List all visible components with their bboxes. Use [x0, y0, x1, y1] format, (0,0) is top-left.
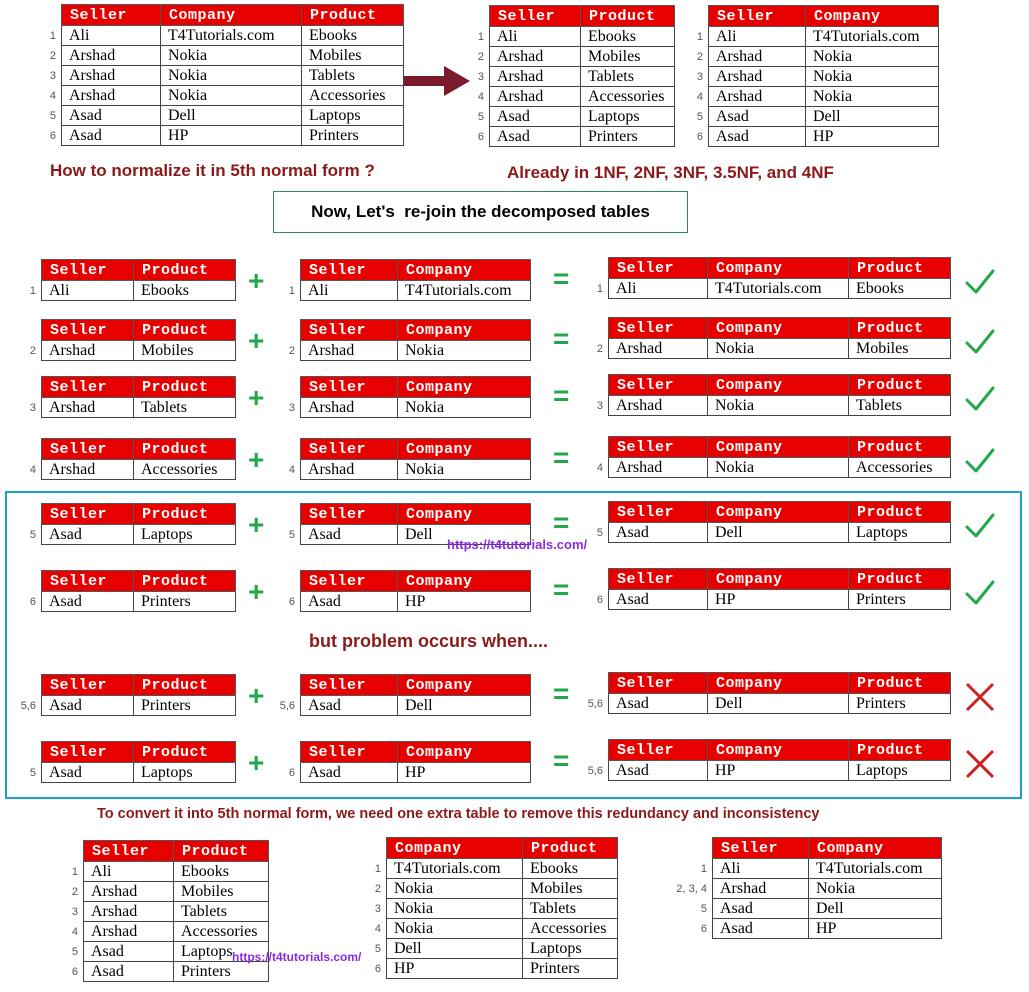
table-row: 4 Arshad Accessories: [464, 87, 675, 107]
table-row: 5 Asad Laptops: [16, 525, 236, 545]
table-row: 2 Arshad Nokia Mobiles: [36, 46, 404, 66]
equals-icon: =: [553, 678, 570, 709]
table-row: 5,6 Asad HP Laptops: [583, 761, 951, 781]
table-row: 5 Asad Laptops: [16, 763, 236, 783]
col-product: Product: [302, 5, 404, 26]
arrow-right-icon: [404, 66, 470, 96]
rejoin-title: Now, Let's re-join the decomposed tables: [311, 202, 650, 221]
table-row: 2 Arshad Nokia: [275, 341, 531, 361]
plus-icon: +: [248, 576, 265, 607]
cross-icon: [963, 680, 997, 714]
join-left-table: Seller Product 4 Arshad Accessories: [16, 438, 236, 480]
table-row: 6 HP Printers: [361, 959, 618, 979]
table-row: 5 Asad Dell Laptops: [36, 106, 404, 126]
table-row: 3 Arshad Tablets: [464, 67, 675, 87]
join-middle-table: Seller Company 1 Ali T4Tutorials.com: [275, 259, 531, 301]
table-row: 4 Arshad Nokia Accessories: [583, 458, 951, 478]
table-row: 3 Arshad Nokia: [683, 67, 939, 87]
join-left-table: Seller Product 5 Asad Laptops: [16, 503, 236, 545]
check-icon: [963, 265, 997, 299]
table-row: 6 Asad Printers: [58, 962, 269, 982]
equals-icon: =: [553, 263, 570, 294]
cross-icon: [963, 747, 997, 781]
table-row: 3 Arshad Nokia Tablets: [583, 396, 951, 416]
join-result-table: Seller Company Product 2 Arshad Nokia Mobiles: [583, 317, 951, 359]
table-row: 1 Ali T4Tutorials.com Ebooks: [36, 26, 404, 46]
check-icon: [963, 576, 997, 610]
equals-icon: =: [553, 323, 570, 354]
table-row: 1 Ali T4Tutorials.com Ebooks: [583, 279, 951, 299]
join-left-table: Seller Product 2 Arshad Mobiles: [16, 319, 236, 361]
watermark-url: https://t4tutorials.com/: [447, 537, 588, 552]
already-normalized-caption: Already in 1NF, 2NF, 3NF, 3.5NF, and 4NF: [507, 163, 834, 182]
table-row: 5 Asad Dell: [672, 899, 942, 919]
join-result-table: Seller Company Product 6 Asad HP Printers: [583, 568, 951, 610]
join-result-table: Seller Company Product 5,6 Asad Dell Printers: [583, 672, 951, 714]
table-row: 2, 3, 4 Arshad Nokia: [672, 879, 942, 899]
plus-icon: +: [248, 747, 265, 778]
check-icon: [963, 509, 997, 543]
table-row: 5 Asad Dell: [275, 525, 531, 545]
table-row: 3 Arshad Tablets: [58, 902, 269, 922]
join-left-table: Seller Product 1 Ali Ebooks: [16, 259, 236, 301]
table-row: 4 Arshad Nokia Accessories: [36, 86, 404, 106]
table-row: 5,6 Asad Dell: [275, 696, 531, 716]
table-row: 2 Arshad Mobiles: [464, 47, 675, 67]
table-row: 3 Arshad Nokia Tablets: [36, 66, 404, 86]
table-row: 6 Asad HP: [672, 919, 942, 939]
table-row: 3 Arshad Tablets: [16, 398, 236, 418]
final-seller-company-table: Seller Company 1 Ali T4Tutorials.com 2, 3, 4 Arshad Nokia 5 Asad Dell 6 Asad HP: [672, 837, 942, 939]
table-row: 1 Ali T4Tutorials.com: [275, 281, 531, 301]
equals-icon: =: [553, 574, 570, 605]
join-middle-table: Seller Company 5,6 Asad Dell: [275, 674, 531, 716]
table-row: 3 Arshad Nokia: [275, 398, 531, 418]
col-seller: Seller: [62, 5, 161, 26]
decomposed-seller-product-table: Seller Product 1 Ali Ebooks 2 Arshad Mobiles 3 Arshad Tablets 4 Arshad Accessories 5 Asad Laptops 6 Asad Printers: [464, 5, 675, 147]
table-row: 2 Arshad Mobiles: [16, 341, 236, 361]
table-row: 6 Asad HP: [275, 592, 531, 612]
join-middle-table: Seller Company 4 Arshad Nokia: [275, 438, 531, 480]
table-row: 5 Asad Laptops: [58, 942, 269, 962]
plus-icon: +: [248, 382, 265, 413]
plus-icon: +: [248, 509, 265, 540]
table-row: 2 Arshad Nokia Mobiles: [583, 339, 951, 359]
table-row: 6 Asad HP: [275, 763, 531, 783]
table-row: 1 Ali Ebooks: [16, 281, 236, 301]
table-row: 6 Asad Printers: [464, 127, 675, 147]
col-company: Company: [161, 5, 302, 26]
table-row: 1 Ali T4Tutorials.com: [683, 27, 939, 47]
join-middle-table: Seller Company 3 Arshad Nokia: [275, 376, 531, 418]
join-result-table: Seller Company Product 5 Asad Dell Laptops: [583, 501, 951, 543]
join-result-table: Seller Company Product 5,6 Asad HP Laptops: [583, 739, 951, 781]
table-row: 6 Asad HP Printers: [36, 126, 404, 146]
plus-icon: +: [248, 444, 265, 475]
join-middle-table: Seller Company 6 Asad HP: [275, 570, 531, 612]
check-icon: [963, 444, 997, 478]
table-row: 5 Dell Laptops: [361, 939, 618, 959]
table-row: 4 Arshad Accessories: [58, 922, 269, 942]
join-middle-table: Seller Company 5 Asad Dell: [275, 503, 531, 545]
final-company-product-table: Company Product 1 T4Tutorials.com Ebooks 2 Nokia Mobiles 3 Nokia Tablets 4 Nokia Accessories 5 Dell Laptops 6 HP Printers: [361, 837, 618, 979]
table-row: 1 Ali Ebooks: [58, 862, 269, 882]
plus-icon: +: [248, 680, 265, 711]
equals-icon: =: [553, 745, 570, 776]
original-table: [36, 4, 404, 146]
plus-icon: +: [248, 325, 265, 356]
problem-caption: but problem occurs when....: [309, 631, 549, 651]
join-middle-table: Seller Company 6 Asad HP: [275, 741, 531, 783]
question-caption: How to normalize it in 5th normal form ?: [50, 161, 375, 180]
table-row: 4 Arshad Nokia: [683, 87, 939, 107]
table-row: 6 Asad HP: [683, 127, 939, 147]
table-row: 4 Nokia Accessories: [361, 919, 618, 939]
final-seller-product-table: Seller Product 1 Ali Ebooks 2 Arshad Mobiles 3 Arshad Tablets 4 Arshad Accessories 5 Asad Laptops 6 Asad Printers: [58, 840, 269, 982]
rejoin-banner: [273, 191, 688, 233]
join-left-table: Seller Product 3 Arshad Tablets: [16, 376, 236, 418]
table-row: 6 Asad Printers: [16, 592, 236, 612]
join-left-table: Seller Product 5,6 Asad Printers: [16, 674, 236, 716]
table-row: 2 Nokia Mobiles: [361, 879, 618, 899]
table-row: 5,6 Asad Dell Printers: [583, 694, 951, 714]
equals-icon: =: [553, 380, 570, 411]
table-row: 1 Ali T4Tutorials.com: [672, 859, 942, 879]
table-row: 1 T4Tutorials.com Ebooks: [361, 859, 618, 879]
convert-caption: To convert it into 5th normal form, we need one extra table to remove this redundancy and inconsistency: [97, 806, 820, 822]
join-left-table: Seller Product 6 Asad Printers: [16, 570, 236, 612]
table-row: 2 Arshad Mobiles: [58, 882, 269, 902]
table-row: 5 Asad Dell: [683, 107, 939, 127]
join-middle-table: Seller Company 2 Arshad Nokia: [275, 319, 531, 361]
table-row: 1 Ali Ebooks: [464, 27, 675, 47]
table-row: 5 Asad Laptops: [464, 107, 675, 127]
check-icon: [963, 325, 997, 359]
watermark-url-bottom: https://t4tutorials.com/: [232, 950, 362, 964]
table-row: 4 Arshad Nokia: [275, 460, 531, 480]
table-row: 6 Asad HP Printers: [583, 590, 951, 610]
table-row: 5 Asad Dell Laptops: [583, 523, 951, 543]
join-result-table: Seller Company Product 1 Ali T4Tutorials.com Ebooks: [583, 257, 951, 299]
join-result-table: Seller Company Product 3 Arshad Nokia Tablets: [583, 374, 951, 416]
table-row: 4 Arshad Accessories: [16, 460, 236, 480]
check-icon: [963, 382, 997, 416]
decomposed-seller-company-table: Seller Company 1 Ali T4Tutorials.com 2 Arshad Nokia 3 Arshad Nokia 4 Arshad Nokia 5 Asad Dell 6 Asad HP: [683, 5, 939, 147]
equals-icon: =: [553, 507, 570, 538]
equals-icon: =: [553, 442, 570, 473]
table-row: 2 Arshad Nokia: [683, 47, 939, 67]
table-row: 5,6 Asad Printers: [16, 696, 236, 716]
join-result-table: Seller Company Product 4 Arshad Nokia Accessories: [583, 436, 951, 478]
table-row: 3 Nokia Tablets: [361, 899, 618, 919]
plus-icon: +: [248, 265, 265, 296]
join-left-table: Seller Product 5 Asad Laptops: [16, 741, 236, 783]
